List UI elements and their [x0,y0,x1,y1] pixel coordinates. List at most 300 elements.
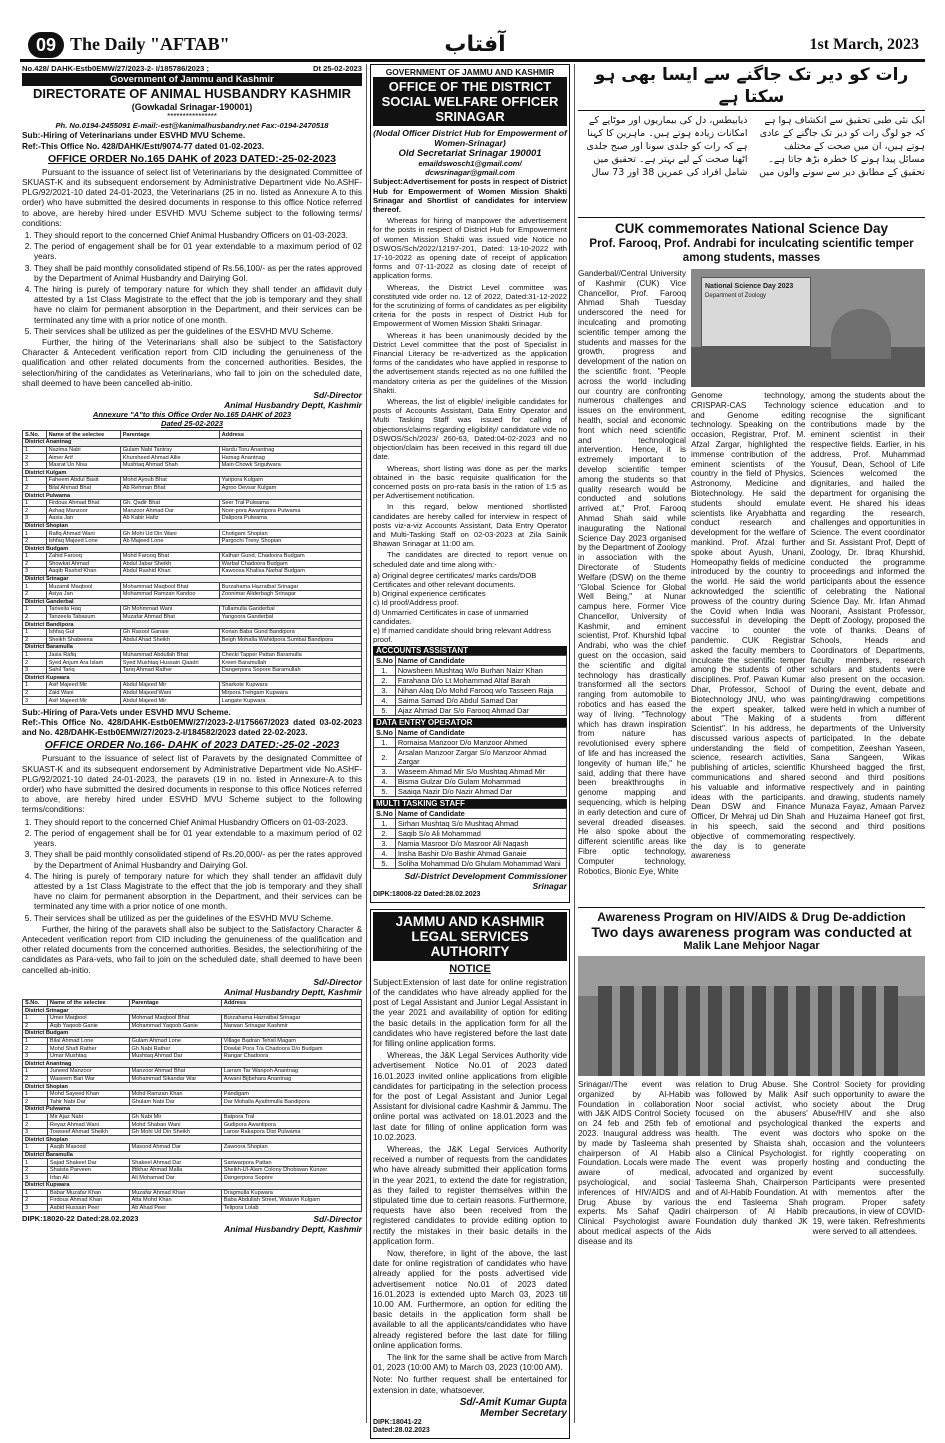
table-cell: Mohammad Yaqoob Ganie [129,1022,221,1030]
district-row [23,1181,362,1189]
note-line: Note: No further request shall be entertained for extension in date, whatsoever. [373,1374,567,1395]
table-cell: Khursheed Ahmad Allie [120,454,219,462]
table-row [23,477,362,485]
table-cell: 2 [23,1045,48,1053]
table-row [23,1052,362,1060]
table-cell: Checki Tapper Pattan Baramulla [219,651,361,659]
table-row [23,1128,362,1136]
table-row [23,1045,362,1053]
table-cell: Waseem Bari War [47,1075,129,1083]
table-cell: Firdous Ahmad Khan [47,1197,129,1205]
directorate-title: DIRECTORATE OF ANIMAL HUSBANDRY KASHMIR [32,86,352,102]
district-name: District Shopian [23,522,362,530]
masthead [20,30,925,62]
table-cell: 2 [23,1197,48,1205]
term-item: 2. The period of engagement shall be for 01 year extendable to a maximum period of 02 years. [34,241,362,261]
table-cell: Faheem Abdul Basit [46,477,120,485]
table-cell: Ab Rehman Bhat [120,484,219,492]
table-row [23,1113,362,1121]
table-cell: Dalipora Pulwama [219,515,361,523]
candidate-cell: 4. [374,696,396,706]
candidate-cell: Saqib S/o Ali Mohammad [395,829,566,839]
table-cell: 1 [23,1189,48,1197]
table-cell: Gulam Nabi Tantray [120,446,219,454]
table-header: S.No. [23,431,47,439]
district-row [23,522,362,530]
candidate-row [374,809,567,819]
news-headline: CUK commemorates National Science Day [614,221,889,236]
separator: **************** [167,112,217,122]
table-row [23,697,362,705]
table-cell: Abdul Jabar Sheikh [120,560,219,568]
table-cell: Hamag Anantnag [219,454,361,462]
document-item: e) If married candidate should bring relevant Address proof. [373,625,552,645]
section-heading: ACCOUNTS ASSISTANT [373,646,567,655]
dipk-number: DIPK:18020-22 Dated:28.02.2023 [22,1214,139,1224]
candidate-row [374,829,567,839]
term-item: 4. The hiring is purely of temporary nature for which they shall tender an affidavit duly attested by a 1st Class Magistrate to the effect that the job is temporary and they shall have no claim for permanent absorption in the Department, and their services can be terminated any time with a prior notice of one month. [34,871,362,912]
table-row [23,1075,362,1083]
candidate-cell: Ajaz Ahmad Dar S/o Farooq Ahmad Dar [395,706,566,716]
table-cell: Shakeel Ahmad Dar [129,1159,221,1167]
table-cell: Narwan Srinagar Kashmir [221,1022,361,1030]
table-row [23,613,362,621]
district-name: District Srinagar [23,1007,362,1015]
table-cell: Dar Mohalla Ayathmulla Bandipora [221,1098,361,1106]
table-cell: 1 [23,477,47,485]
table-cell: Langate Kupwara [219,697,361,705]
candidate-row [374,767,567,777]
table-cell: 1 [23,606,47,614]
table-row [23,1098,362,1106]
table-cell: Yangoora Ganderbal [219,613,361,621]
table-cell: Manzoor Ahmad Bhat [129,1068,221,1076]
table-cell: 2 [23,590,47,598]
further-paragraph: Further, the hiring of the Veterinarians shall also be subject to the Satisfactory Character & Antecedent verification report from CID including the genuineness of the qualification and other related documents from the concerned authorities. Besides, the selection/hiring of the candidates as Veterinarians, who fail to join on the scheduled date, shall deemed to have been cancelled ab-initio. [22,337,362,388]
reference-line: Ref:-This Office No. 428/DAHK-Estb0EMW/27/2023-2-I/175667/2023 dated 03-02-2023 and No. 428/DAHK-Estb0EMW/27/2023-2-I/184582/2023 dated 22-02-2023. [22,717,362,738]
table-cell: Mohammad Maqbool Bhat [120,583,219,591]
district-name: District Ganderbal [23,598,362,606]
term-item: 1. They should report to the concerned Chief Animal Husbandry Officers on 01-03-2023. [34,230,362,240]
table-row [23,590,362,598]
table-cell: Mohd Ramzan Khan [129,1090,221,1098]
document-item: a) Original degree certificates/ marks cards/DOB Certificates and other relevant documents. [373,570,537,589]
banner-text: National Science Day 2023 [705,283,794,290]
table-cell: 1 [23,552,47,560]
table-cell: Batpora Tral [221,1113,361,1121]
table-cell: Masrat Un Nisa [46,461,120,469]
table-cell: 1 [23,530,47,538]
candidate-cell: S.No [374,728,396,738]
table-cell: Abdul Ahad Sheikh [120,636,219,644]
signature: Sd/-Director [313,1214,362,1225]
table-cell: Iftikhar Ahmad Malla [129,1166,221,1174]
candidate-row [374,676,567,686]
table-cell: Towseef Ahmad Sheikh [47,1128,129,1136]
district-name: District Pulwama [23,492,362,500]
article-text: Ganderbal//Central University of Kashmir (CUK) Vice Chancellor, Prof. Farooq Ahmad Shah Tuesday underscored the need for inculcating and promoting scientific temper among the students and masses for the growth, progress and development of the nation on the scientific front. "People across the world including our country are confronting numerous challenges and issues on the environment, health, social and economic front which need scientific and technological intervention. Hence, it is extremely important to develop scientific temper among the students so that quality research would be conducted and solutions arrived at," Prof. Farooq Ahmad Shah said while inaugurating the National Science Day 2023 organised by the Department of Zoology in association with the Directorate of Students Welfare (DSW) on the theme "Global Science for Global Well Being," at Nunar campus here. Former Vice Chancellor, University of Kashmir, and eminent scientist, Prof. Khurshid Iqbal Andrabi, who was the chief guest on the occasion, said the scientific and digital technology has drastically transformed all the sectors ranging from automobile to robotics and has eased the way of living. "Technology which has drawn inspiration from nature has revolutionised every sphere of life and has increased the longevity of human life," he said, adding that there have been breakthroughs in genome mapping and sequencing, which is helping in early detection and cure of several dreaded diseases. He also spoke about the different scientific areas like Fibre optic technology, Computer technology, Robotics, Bionic Eye, White [578,269,686,876]
legal-authority-title: JAMMU AND KASHMIR LEGAL SERVICES AUTHORITY [373,912,567,961]
district-row [23,1106,362,1114]
table-cell: Dangerpora Sopore [221,1174,361,1182]
candidate-cell: Arsalan Manzoor Zargar S/o Manzoor Ahmad Zargar [395,748,566,767]
table-cell: Reyaz Ahmad Wani [47,1121,129,1129]
district-row [23,674,362,682]
table-cell: Zaid Wani [46,689,120,697]
table-row [23,1159,362,1167]
table-cell: Aasia Jan [46,515,120,523]
table-cell: Asif Majeed Mir [46,682,120,690]
table-cell: Kawoosa Khalisa Narbal Budgam [219,568,361,576]
section-heading: MULTI TASKING STAFF [373,799,567,808]
table-header: Address [219,431,361,439]
candidate-table [373,727,567,797]
table-row [23,659,362,667]
paragraph: Whereas it has been unanimously decided by the District Level committee that the post of Specialist in Financial Literacy be re-advertized as the application forms of the candidates who have applied in response to the advertisement stands rejected as no one fulfilled the mandatory criteria as per the guidelines of the Mission Shakti. [373,330,567,395]
district-name: District Pulwama [23,1106,362,1114]
table-header: S.No. [23,999,48,1007]
table-cell: Warbal Chadoora Budgam [219,560,361,568]
table-cell: Syed Mushtaq Hussain Qaadri [120,659,219,667]
table-cell: Mohd Shaban Wani [129,1121,221,1129]
article-text: Srinagar//The event was organized by Al-Habib Foundation in collaboration with J&K AIDS Control Society on 24 feb and 25th feb of 2023. Inaugural address was by made by Tasleema shah chairperson of Al Habib Foundation. Locals were made aware of medical, psychological, and social inferences of HIV/AIDS and Drug Abuse by various experts. Ms Sahaf Qadiri Clinical Psychologist aware about medical aspects of the disease and its [578,1080,691,1246]
table-cell: Aqib Yaqoob Ganie [47,1022,129,1030]
table-cell: 3 [23,697,47,705]
table-cell: 1 [23,1014,48,1022]
document-item: c) Id proof/Address proof. [373,598,459,608]
table-cell: 2 [23,636,47,644]
table-cell: 1 [23,1068,48,1076]
candidate-row [374,686,567,696]
candidate-cell: S.No [374,656,396,666]
table-cell: Dangerpora Sopore Baramullah [219,666,361,674]
table-cell: Bilal Ahmad Lone [47,1037,129,1045]
candidate-cell: Saaiqa Nazir D/o Nazir Ahmad Dar [395,787,566,797]
table-cell: Ab Majeed Lone [120,537,219,545]
table-cell: Zoonimar Aliderbagh Srinagar [219,590,361,598]
district-row [23,469,362,477]
candidate-cell: Name of Candidate [395,809,566,819]
table-cell: 2 [23,659,47,667]
news-subheadline: Malik Lane Mehjoor Nagar [683,940,820,952]
table-row [23,689,362,697]
table-cell: Ab Ahad Peer [129,1204,221,1212]
table-cell: 1 [23,628,47,636]
table-cell: Dragmulla Kupwara [221,1189,361,1197]
candidate-row [374,859,567,869]
table-cell: 2 [23,1098,48,1106]
district-row [23,1151,362,1159]
office-email: emaildswosch1@gmail.com/ [418,159,522,168]
table-cell: Zahid Farooq [46,552,120,560]
term-item: 4. The hiring is purely of temporary nature for which they shall tender an affidavit duly attested by a 1st Class Magistrate to the effect that the job is temporary and they shall have no claim for permanent absorption in the Department, and their services can be terminated any time with a prior notice of one month. [34,284,362,325]
candidate-row [374,666,567,676]
dipk-number: DIPK:18041-22 [373,1418,422,1426]
table-cell: 1 [23,682,47,690]
table-cell: Aaqib Masood [47,1144,129,1152]
table-row [23,666,362,674]
candidate-cell: 4. [374,777,396,787]
candidate-cell: 1. [374,819,396,829]
term-item: 1. They should report to the concerned Chief Animal Husbandry Officers on 01-03-2023. [34,817,362,827]
candidate-cell: 4. [374,849,396,859]
order-reference: No.428/ DAHK-Estb0EMW/27/2023-2- I/185786/2023 ; [22,64,209,73]
table-cell: Ishfaq Gul [46,628,120,636]
table-header: Parentage [120,431,219,439]
table-row [23,446,362,454]
term-item: 3. They shall be paid monthly consolidated stipend of Rs.20,000/- as per the rates approved by the Department of Animal Husbandry and Dairying GoI. [34,849,362,869]
table-header: Name of the selectee [47,999,129,1007]
table-row [23,1022,362,1030]
dipk-date: Dated:28.02.2023 [373,1427,430,1435]
table-row [23,1166,362,1174]
directorate-address: (Gowkadal Srinagar-190001) [131,102,253,113]
table-cell: Mirpora Trehgam Kupwara [219,689,361,697]
table-row [23,606,362,614]
table-cell: Mohd Ayoub Bhat [120,477,219,485]
table-row [23,583,362,591]
term-item: 2. The period of engagement shall be for 01 year extendable to a maximum period of 02 years. [34,828,362,848]
table-cell: 1 [23,1144,48,1152]
subject-line: Sub:-Hiring of Veterinarians under ESVHD MVU Scheme. [22,130,246,141]
district-row [23,1136,362,1144]
table-cell: Ab Kabir Hafiz [120,515,219,523]
table-row [23,454,362,462]
district-row [23,1083,362,1091]
table-cell: 2 [23,689,47,697]
table-cell: Syed Anjum Ara Islam [46,659,120,667]
table-cell: Sheikh-Ul-Alam Colony Dhobiwan Kunzer [221,1166,361,1174]
table-cell: Asiya Jan [46,590,120,598]
district-name: District Baramulla [23,644,362,652]
district-row [23,1007,362,1015]
table-row [23,1068,362,1076]
signature: Sd/-Director [313,976,362,987]
table-cell: 2 [23,507,47,515]
district-name: District Budgam [23,1030,362,1038]
table-cell: Agroo Devsar Kulgam [219,484,361,492]
table-row [23,530,362,538]
district-row [23,1060,362,1068]
table-cell: Burzahama Hazratbal Srinagar [221,1014,361,1022]
order-intro: Pursuant to the issuance of select list of Veterinarians by the designated Committee of SKUAST-K and its subsequent endorsement by Administrative Department vide No.ASHF-PLG/92/2021-10 dated 24-01-2023, the Veterinarians (25 in no. listed as Annexure A to this order) who have submitted the desired documents in response to this office Notice referred to above, are hereby hired under ESVHD MVU Scheme subject to the following terms/ conditions: [22,166,362,228]
table-cell: 3 [23,461,47,469]
column-divider [366,64,367,1423]
table-cell: Larow Rakapora Dist Pulwama [221,1128,361,1136]
table-cell: Pargochi Treny Shopian [219,537,361,545]
table-cell: Noor-pora Awantipora Pulwama [219,507,361,515]
candidate-row [374,706,567,716]
table-cell: Mushtaq Ahmad Shah [120,461,219,469]
table-row [23,568,362,576]
district-name: District Kulgam [23,469,362,477]
table-cell: Nazima Nabi [46,446,120,454]
table-cell: Rangar Chadoora [221,1052,361,1060]
signature-dept: Animal Husbandry Deptt, Kashmir [224,1224,362,1235]
table-cell: Main Chowk Srigufwara [219,461,361,469]
annexure-date: Dated 25-02-2023 [160,419,224,429]
table-cell: Ghulam Nabi Dar [129,1098,221,1106]
signature-title: Member Secretary [480,1407,567,1419]
news-column [578,64,925,1423]
table-cell: 2 [23,1075,48,1083]
table-cell: Beigh Mohalla Wahidpora Sumbal Bandipora [219,636,361,644]
signature: Sd/-Amit Kumar Gupta [459,1396,567,1408]
candidate-cell: Saima Samad D/o Abdul Samad Dar [395,696,566,706]
table-cell: Bilal Ahmad Bhat [46,484,120,492]
table-cell: Arwani Bijbehara Anantnag [221,1075,361,1083]
subject-line: Subject:Extension of last date for online registration of the candidates who have already applied for the post of Legal Assistant and Junior Legal Assistant in the year 2021 and availability of option for editing the basic details in the application form for all the candidates who have registered before the last date for filling online application forms. [373,976,567,1048]
table-cell: Larram Tar Wanpoh Anantnag [221,1068,361,1076]
table-row [23,499,362,507]
table-cell: Juneed Manzoor [47,1068,129,1076]
table-cell: Gh Nabi Rather [129,1045,221,1053]
table-cell: Mushtaq Ahmad Dar [129,1052,221,1060]
section-heading: DATA ENTRY OPERATOR [373,718,567,727]
paragraph: Whereas, short listing was done as per the marks obtained in the basic requisite qualification for the concerned posts on pro-rata basis in the ration of 1:5 as per Advertisement notification. [373,463,567,501]
table-cell: Gh. Qadir Bhat [120,499,219,507]
table-cell: Zawoora Shopian [221,1144,361,1152]
reference-line: Ref:-This Office No. 428/DAHK/Estt/9074-77 dated 01-02-2023. [22,140,265,151]
district-row [23,575,362,583]
table-cell: Gh Nabi Mir [129,1113,221,1121]
table-row [23,1197,362,1205]
order-heading: OFFICE ORDER No.166- DAHK of 2023 DATED:-25-02 -2023 [44,739,340,752]
district-name: District Anantnag [23,1060,362,1068]
table-cell: 2 [23,613,47,621]
table-cell: 2 [23,484,47,492]
table-row [23,628,362,636]
table-header: Name of the selectee [46,431,120,439]
table-cell: Seer Tral Pulwama [219,499,361,507]
office-title: OFFICE OF THE DISTRICT SOCIAL WELFARE OFFICER SRINAGAR [373,77,567,126]
office-email: dcwsrinagar@gmail.com [425,168,515,178]
table-cell: Abdul Majeed Mir [120,697,219,705]
news-headline: Awareness Program on HIV/AIDS & Drug De-addiction [597,910,906,924]
candidate-cell: Sirhan Mushtaq S/o Mushtaq Ahmad [395,819,566,829]
page-number: 09 [28,32,64,58]
publication-date: 1st March, 2023 [809,36,919,53]
paravet-table [22,999,362,1213]
table-cell: Irfan Ali [47,1174,129,1182]
district-row [23,545,362,553]
table-cell: Gh Mohi Ud Din Sheikh [129,1128,221,1136]
notice-heading: NOTICE [449,962,491,975]
table-cell: Abdul Majeed Wani [120,689,219,697]
table-cell: Kathair Gund, Chadoora Budgam [219,552,361,560]
paragraph: The link for the same shall be active from March 01, 2023 (10:00 AM) to March 03, 2023 (10:00 AM). [373,1352,567,1373]
table-row [23,537,362,545]
table-cell: Atta Mohd Khan [129,1197,221,1205]
contact-line: Ph. No.0194-2455091 E-mail:-est@kanimalhusbandry.net Fax:-0194-2470518 [55,121,329,131]
candidate-cell: 5. [374,787,396,797]
district-name: District Bandipora [23,621,362,629]
candidate-table [373,808,567,869]
candidate-cell: 5. [374,859,396,869]
table-row [23,1144,362,1152]
candidate-row [374,819,567,829]
terms-list [22,230,362,336]
table-cell: Jasia Rafiq [46,651,120,659]
table-cell: Telipora Lolab [221,1204,361,1212]
dipk-number: DIPK:18008-22 Dated:28.02.2023 [373,891,481,899]
district-row [23,439,362,447]
table-cell: Kreeri Baramullah [219,659,361,667]
paragraph: The candidates are directed to report venue on scheduled date and time along with:- [373,550,567,569]
table-cell: 3 [23,1052,48,1060]
news-subheadline: Two days awareness program was conducted at [591,924,912,940]
table-cell: 3 [23,1174,48,1182]
table-cell: Mohd Sayeed Khan [47,1090,129,1098]
table-cell: Sheikh Shabeena [46,636,120,644]
paragraph: Whereas for hiring of manpower the advertisement for the posts in respect of District Hub for Empowerment of women Mission Shakti was issued vide Notice no DSWOS/Sch/2022/12197-201, Dated: 13-10-2022 with 17-10-2022 as opening date of receipt of application forms and 07-11-2022 as closing date of receipt of application forms. [373,216,567,281]
table-cell: 3 [23,1204,48,1212]
table-cell: Ishfaq Majeed Lone [46,537,120,545]
science-day-photo [691,269,925,387]
selectee-table [22,430,362,704]
subject-line: Sub:-Hiring of Para-Vets under ESVHD MVU Scheme. [22,706,231,717]
table-cell: Sariwarpora Pattan [221,1159,361,1167]
table-cell: Umar Mushtaq [47,1052,129,1060]
table-row [23,1121,362,1129]
candidate-cell: Namia Masroor D/o Masroor Ali Naqash [395,839,566,849]
table-cell: 1 [23,651,47,659]
table-cell: Asif Majeed Mir [46,697,120,705]
table-cell: Hardu Toru Anantnag [219,446,361,454]
table-cell: 3 [23,568,47,576]
table-row [23,1037,362,1045]
newspaper-name: The Daily "AFTAB" [70,34,230,54]
district-name: District Srinagar [23,575,362,583]
table-cell: Rafiq Ahmad Wani [46,530,120,538]
banner-subtext: Department of Zoology [705,293,767,299]
candidate-row [374,696,567,706]
table-cell: Sajad Shakeel Dar [47,1159,129,1167]
table-cell: Babar Muzafar Khan [47,1189,129,1197]
table-row [23,1189,362,1197]
table-cell: 3 [23,1128,48,1136]
table-row [23,461,362,469]
candidate-row [374,787,567,797]
table-cell: Muhammad Abdullah Bhat [120,651,219,659]
candidate-cell: 5. [374,706,396,716]
district-name: District Budgam [23,545,362,553]
table-cell: Tanzeela Tabasum [46,613,120,621]
awareness-program-photo [578,956,925,1076]
table-cell: Mohmad Maqbool Bhat [129,1014,221,1022]
order-date: Dt 25-02-2023 [313,64,362,73]
table-cell: Abdul Rashid Khan [120,568,219,576]
candidate-cell: Nowsheen Mushtaq W/o Burhan Naizr Khan [395,666,566,676]
table-cell: 2 [23,560,47,568]
table-cell: Muzafar Ahmad Bhat [120,613,219,621]
table-row [23,515,362,523]
table-cell: Mir Ajaz Nabi [47,1113,129,1121]
table-row [23,636,362,644]
table-cell: Tahir Nabi Dar [47,1098,129,1106]
district-name: District Shopian [23,1136,362,1144]
district-row [23,598,362,606]
table-cell: 2 [23,454,47,462]
office-address: Old Secretariat Srinagar 190001 [398,148,542,159]
table-header: Address [221,999,361,1007]
table-cell: Muzamil Maqbool [46,583,120,591]
social-welfare-notice [370,64,570,1435]
candidate-cell: Insha Bashir D/o Bashir Ahmad Ganaie [395,849,566,859]
paragraph: Whereas, the list of eligible/ ineligible candidates for posts of Accounts Assistant, Data Entry Operator and Multi Tasking Staff was issued for calling of objections/claims regarding eligibility/ candidature vide no DSWOS/Sch/2023/ 260-63, Dated:04-02-2023 and no objection/claim has been received in this regard till due date. [373,397,567,462]
table-cell: Mohammad Ramzan Kandoo [120,590,219,598]
candidate-cell: 2. [374,829,396,839]
